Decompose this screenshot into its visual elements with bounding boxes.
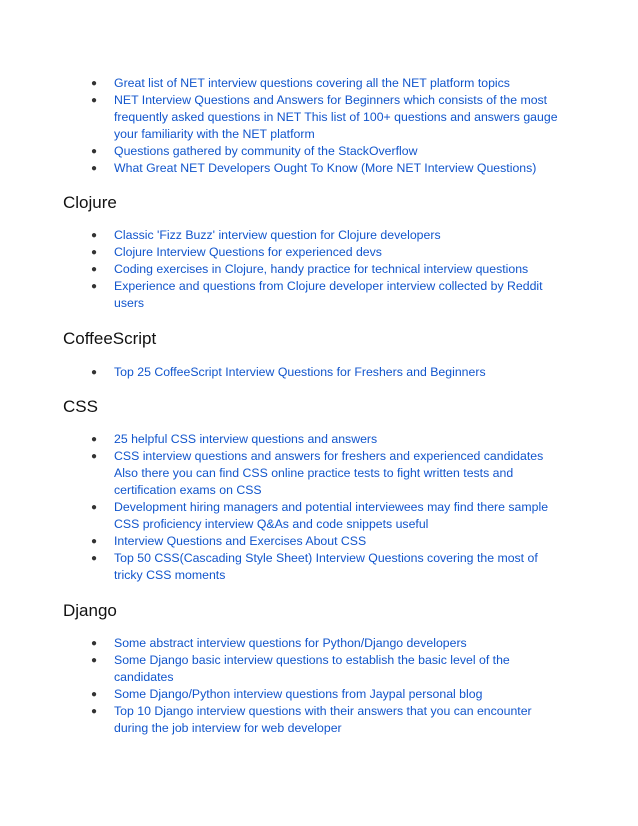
section-heading-css: CSS <box>63 397 98 416</box>
link[interactable]: Development hiring managers and potential interviewees may find there sample CSS proficiency interview Q&As and code snippets useful <box>114 500 549 531</box>
bullet-icon: ● <box>91 553 98 564</box>
link[interactable]: NET Interview Questions and Answers for Beginners which consists of the most frequently asked questions in NET This list of 100+ questions and answers gauge your familiarity with the NET platform <box>114 93 558 141</box>
list-item <box>0 227 562 244</box>
link[interactable]: What Great NET Developers Ought To Know (More NET Interview Questions) <box>114 161 537 175</box>
coffeescript-link-list <box>0 364 638 381</box>
bullet-icon: ● <box>91 706 98 717</box>
bullet-icon: ● <box>91 163 98 174</box>
bullet-icon: ● <box>91 281 98 292</box>
list-item <box>0 703 562 737</box>
link[interactable]: 25 helpful CSS interview questions and answers <box>114 432 378 446</box>
link[interactable]: Top 25 CoffeeScript Interview Questions for Freshers and Beginners <box>114 365 486 379</box>
bullet-icon: ● <box>91 451 98 462</box>
link[interactable]: Classic 'Fizz Buzz' interview question for Clojure developers <box>114 228 441 242</box>
bullet-icon: ● <box>91 367 98 378</box>
clojure-link-list <box>0 227 638 312</box>
list-item <box>0 160 562 177</box>
link[interactable]: Coding exercises in Clojure, handy practice for technical interview questions <box>114 262 529 276</box>
link[interactable]: Interview Questions and Exercises About CSS <box>114 534 367 548</box>
list-item <box>0 244 562 261</box>
link[interactable]: Some abstract interview questions for Python/Django developers <box>114 636 467 650</box>
bullet-icon: ● <box>91 638 98 649</box>
link[interactable]: Top 50 CSS(Cascading Style Sheet) Interview Questions covering the most of tricky CSS moments <box>114 551 538 582</box>
bullet-icon: ● <box>91 689 98 700</box>
link[interactable]: Questions gathered by community of the StackOverflow <box>114 144 418 158</box>
dotnet-link-list <box>0 75 638 177</box>
section-heading-django: Django <box>63 601 117 620</box>
section-heading-coffeescript: CoffeeScript <box>63 329 157 348</box>
css-link-list <box>0 431 638 584</box>
list-item <box>0 431 562 448</box>
list-item <box>0 143 562 160</box>
list-item <box>0 533 562 550</box>
bullet-icon: ● <box>91 247 98 258</box>
section-heading-clojure: Clojure <box>63 193 117 212</box>
list-item <box>0 686 562 703</box>
bullet-icon: ● <box>91 264 98 275</box>
link[interactable]: Some Django basic interview questions to establish the basic level of the candidates <box>114 653 510 684</box>
link[interactable]: Top 10 Django interview questions with their answers that you can encounter during the job interview for web developer <box>114 704 532 735</box>
bullet-icon: ● <box>91 655 98 666</box>
list-item <box>0 278 562 312</box>
link[interactable]: Some Django/Python interview questions from Jaypal personal blog <box>114 687 483 701</box>
link[interactable]: Clojure Interview Questions for experienced devs <box>114 245 382 259</box>
list-item <box>0 550 562 584</box>
link[interactable]: CSS interview questions and answers for freshers and experienced candidates Also there you can find CSS online practice tests to fight written tests and certification exams on CSS <box>114 449 544 497</box>
list-item <box>0 92 562 143</box>
bullet-icon: ● <box>91 78 98 89</box>
bullet-icon: ● <box>91 230 98 241</box>
list-item <box>0 261 562 278</box>
link[interactable]: Experience and questions from Clojure developer interview collected by Reddit users <box>114 279 543 310</box>
list-item <box>0 364 562 381</box>
bullet-icon: ● <box>91 95 98 106</box>
list-item <box>0 635 562 652</box>
list-item <box>0 75 562 92</box>
list-item <box>0 499 562 533</box>
bullet-icon: ● <box>91 536 98 547</box>
bullet-icon: ● <box>91 146 98 157</box>
bullet-icon: ● <box>91 434 98 445</box>
link[interactable]: Great list of NET interview questions covering all the NET platform topics <box>114 76 510 90</box>
bullet-icon: ● <box>91 502 98 513</box>
django-link-list <box>0 635 638 737</box>
list-item <box>0 448 562 499</box>
list-item <box>0 652 562 686</box>
